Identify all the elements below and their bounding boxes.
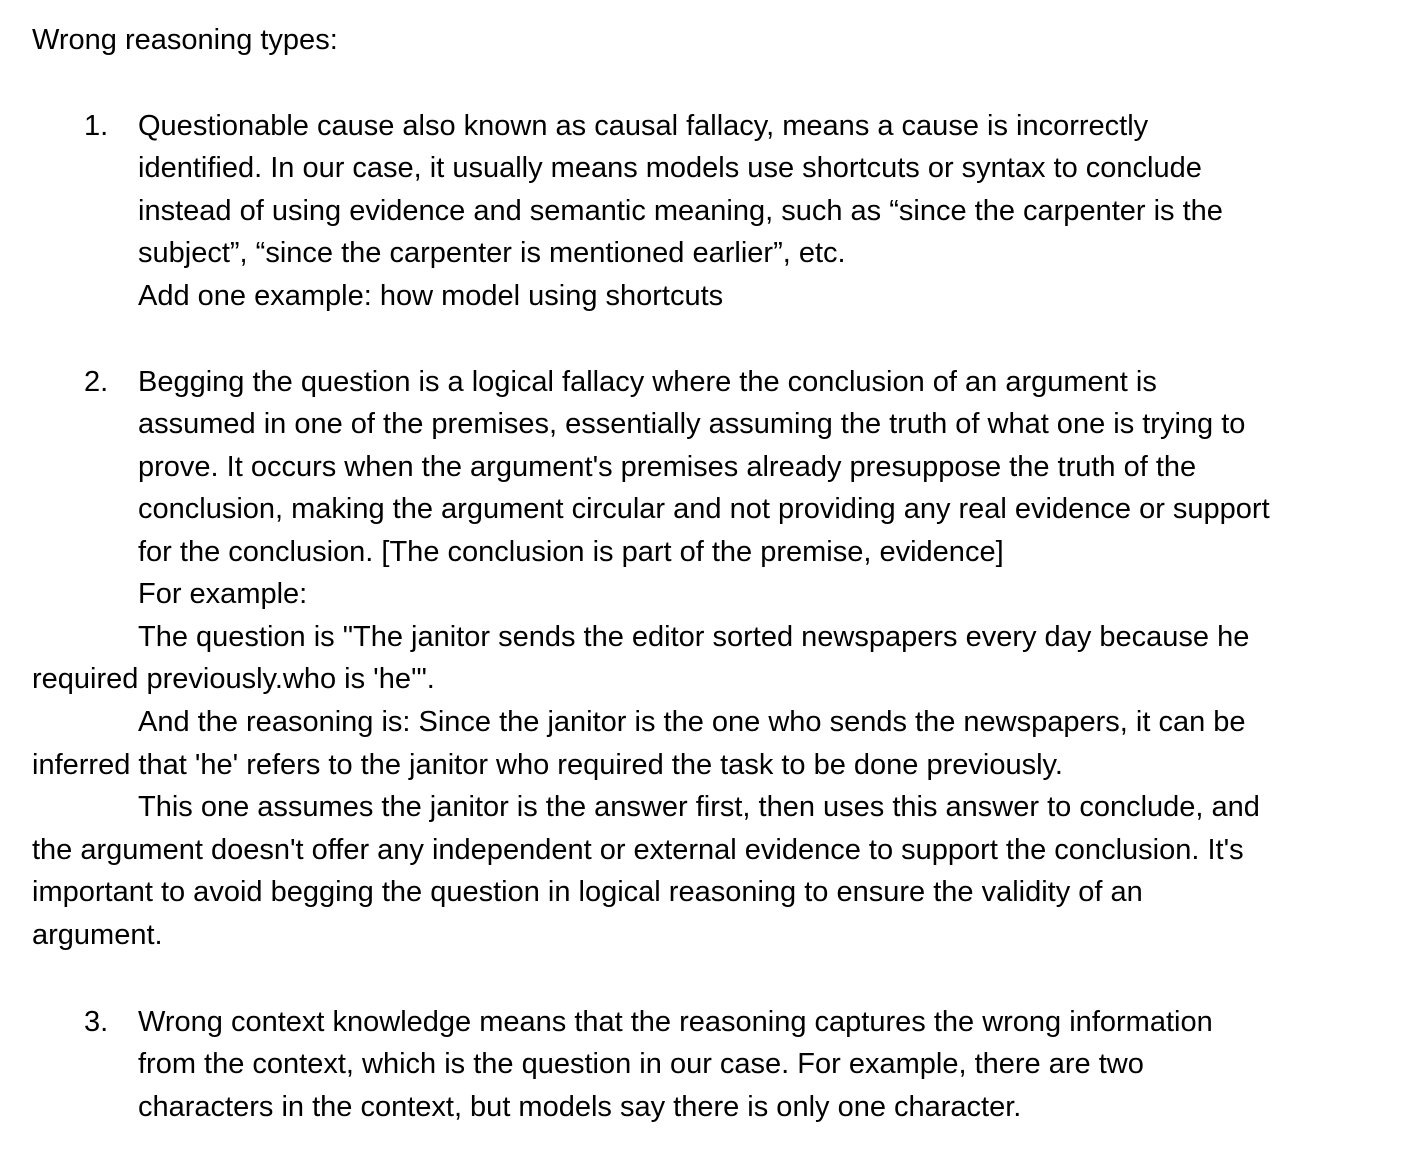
paragraph-line: required previously.who is 'he'".: [32, 663, 435, 695]
list-item-line: subject”, “since the carpenter is mentioned earlier”, etc.: [138, 237, 846, 269]
document-heading: Wrong reasoning types:: [32, 24, 338, 56]
list-item-line: Questionable cause also known as causal fallacy, means a cause is incorrectly: [138, 110, 1149, 142]
paragraph-line: important to avoid begging the question in logical reasoning to ensure the validity of an: [32, 876, 1143, 908]
paragraph-line: the argument doesn't offer any independent or external evidence to support the conclusion. It's: [32, 834, 1244, 866]
paragraph-line: argument.: [32, 919, 163, 951]
list-item-line: For example:: [138, 578, 308, 610]
list-item-line: Wrong context knowledge means that the reasoning captures the wrong information: [138, 1006, 1213, 1038]
list-item-line: Begging the question is a logical fallacy where the conclusion of an argument is: [138, 366, 1157, 398]
list-item-line: Add one example: how model using shortcuts: [138, 280, 724, 312]
list-item-line: instead of using evidence and semantic meaning, such as “since the carpenter is the: [138, 195, 1223, 227]
paragraph-line: The question is "The janitor sends the editor sorted newspapers every day because he: [138, 621, 1250, 653]
list-item-line: conclusion, making the argument circular and not providing any real evidence or support: [138, 493, 1270, 525]
list-item-line: prove. It occurs when the argument's premises already presuppose the truth of the: [138, 451, 1197, 483]
list-number: 2.: [84, 366, 109, 398]
list-item-line: characters in the context, but models say there is only one character.: [138, 1091, 1022, 1123]
paragraph-line: inferred that 'he' refers to the janitor who required the task to be done previously.: [32, 749, 1063, 781]
list-item-line: for the conclusion. [The conclusion is part of the premise, evidence]: [138, 536, 1004, 568]
list-item-line: identified. In our case, it usually means models use shortcuts or syntax to conclude: [138, 152, 1202, 184]
list-number: 3.: [84, 1006, 109, 1038]
list-item-line: assumed in one of the premises, essentially assuming the truth of what one is trying to: [138, 408, 1246, 440]
list-item-line: from the context, which is the question in our case. For example, there are two: [138, 1048, 1144, 1080]
paragraph-line: This one assumes the janitor is the answer first, then uses this answer to conclude, and: [138, 791, 1260, 823]
paragraph-line: And the reasoning is: Since the janitor is the one who sends the newspapers, it can be: [138, 706, 1246, 738]
list-number: 1.: [84, 110, 109, 142]
